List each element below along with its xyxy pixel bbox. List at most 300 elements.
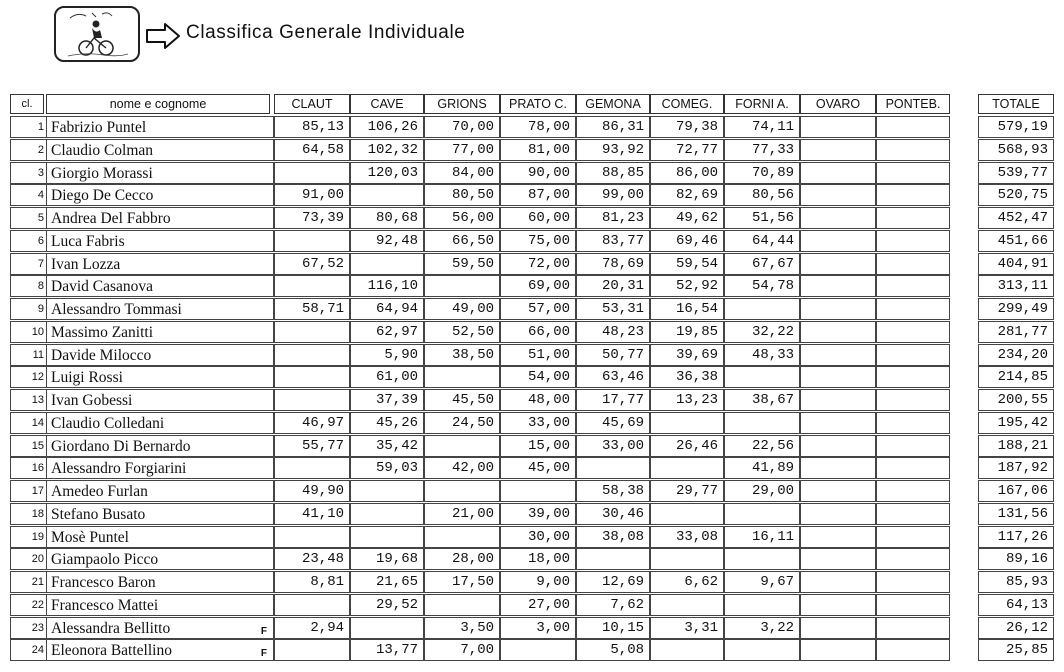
cell-ovaro — [800, 389, 876, 411]
cell-comeg: 72,77 — [650, 139, 724, 161]
cell-ovaro — [800, 321, 876, 343]
cell-claut: 64,58 — [274, 139, 350, 161]
cell-gemona: 93,92 — [576, 139, 650, 161]
table-row — [0, 617, 1064, 639]
athlete-name: Amedeo Furlan — [51, 483, 148, 500]
cell-forni: 70,89 — [724, 162, 800, 184]
cell-grions: 80,50 — [424, 184, 500, 206]
cell-cave: 19,68 — [350, 548, 424, 570]
column-header-pos: cl. — [10, 94, 44, 114]
cell-claut — [274, 366, 350, 388]
athlete-name: Mosè Puntel — [51, 528, 129, 546]
cell-comeg: 82,69 — [650, 184, 724, 206]
table-row — [0, 594, 1064, 616]
cell-ovaro — [800, 617, 876, 639]
cell-gemona: 7,62 — [576, 594, 650, 616]
cell-pos: 5 — [10, 207, 46, 229]
cell-claut — [274, 594, 350, 616]
cell-forni: 80,56 — [724, 184, 800, 206]
cell-ponteb — [876, 116, 950, 138]
table-row — [0, 116, 1064, 138]
athlete-name: Claudio Colman — [51, 141, 154, 159]
cell-comeg: 36,38 — [650, 366, 724, 388]
cell-ponteb — [876, 594, 950, 616]
column-header-gemona: GEMONA — [576, 94, 650, 114]
cell-ovaro — [800, 298, 876, 320]
cell-cave: 102,32 — [350, 139, 424, 161]
cell-ovaro — [800, 435, 876, 457]
athlete-name: Luigi Rossi — [51, 369, 123, 387]
table-row — [0, 253, 1064, 275]
cell-claut — [274, 230, 350, 252]
cell-prato: 30,00 — [500, 526, 576, 548]
cell-comeg: 16,54 — [650, 298, 724, 320]
cell-comeg: 13,23 — [650, 389, 724, 411]
athlete-name: Andrea Del Fabbro — [51, 210, 171, 227]
cell-ponteb — [876, 503, 950, 525]
cell-prato: 54,00 — [500, 366, 576, 388]
cell-pos: 16 — [10, 457, 46, 479]
cell-ovaro — [800, 548, 876, 570]
cell-prato: 33,00 — [500, 412, 576, 434]
cell-ponteb — [876, 184, 950, 206]
cell-forni: 38,67 — [724, 389, 800, 411]
cell-totale: 452,47 — [978, 207, 1054, 229]
cell-grions: 77,00 — [424, 139, 500, 161]
cell-grions: 70,00 — [424, 116, 500, 138]
cell-cave: 59,03 — [350, 457, 424, 479]
athlete-name: Alessandra Bellitto — [51, 619, 171, 637]
cell-ovaro — [800, 594, 876, 616]
table-row — [0, 162, 1064, 184]
cell-gemona: 99,00 — [576, 184, 650, 206]
cell-pos: 2 — [10, 139, 46, 161]
cell-forni — [724, 639, 800, 661]
table-row — [0, 275, 1064, 297]
cell-grions: 17,50 — [424, 571, 500, 593]
cell-grions: 7,00 — [424, 639, 500, 661]
cell-cave — [350, 503, 424, 525]
cell-cave: 35,42 — [350, 435, 424, 457]
cell-pos: 11 — [10, 344, 46, 366]
cell-pos: 8 — [10, 275, 46, 297]
cell-claut: 85,13 — [274, 116, 350, 138]
cell-pos: 13 — [10, 389, 46, 411]
cell-prato: 72,00 — [500, 253, 576, 275]
athlete-name: David Casanova — [51, 278, 154, 296]
cell-name — [46, 594, 274, 616]
cell-claut — [274, 639, 350, 661]
cell-ponteb — [876, 435, 950, 457]
column-header-totale: TOTALE — [978, 94, 1054, 114]
cell-grions — [424, 366, 500, 388]
cell-ponteb — [876, 571, 950, 593]
cell-gemona: 88,85 — [576, 162, 650, 184]
cell-totale: 188,21 — [978, 435, 1054, 457]
cell-forni: 51,56 — [724, 207, 800, 229]
cell-prato: 69,00 — [500, 275, 576, 297]
cell-forni: 77,33 — [724, 139, 800, 161]
cell-ponteb — [876, 366, 950, 388]
cell-ponteb — [876, 298, 950, 320]
cell-totale: 131,56 — [978, 503, 1054, 525]
cell-grions: 28,00 — [424, 548, 500, 570]
table-row — [0, 230, 1064, 252]
cell-cave — [350, 184, 424, 206]
cell-comeg: 3,31 — [650, 617, 724, 639]
cell-ovaro — [800, 344, 876, 366]
cell-totale: 568,93 — [978, 139, 1054, 161]
cell-ovaro — [800, 457, 876, 479]
cell-ponteb — [876, 344, 950, 366]
cell-comeg: 29,77 — [650, 480, 724, 502]
table-row — [0, 526, 1064, 548]
cell-grions — [424, 480, 500, 502]
cell-totale: 520,75 — [978, 184, 1054, 206]
cell-pos: 9 — [10, 298, 46, 320]
cell-ovaro — [800, 230, 876, 252]
table-row — [0, 344, 1064, 366]
table-row — [0, 321, 1064, 343]
cell-totale: 281,77 — [978, 321, 1054, 343]
athlete-name: Eleonora Battellino — [51, 642, 172, 660]
cell-comeg: 79,38 — [650, 116, 724, 138]
cell-name — [46, 253, 274, 275]
table-row — [0, 207, 1064, 229]
cell-ovaro — [800, 139, 876, 161]
cell-ovaro — [800, 480, 876, 502]
cell-gemona: 33,00 — [576, 435, 650, 457]
table-row — [0, 571, 1064, 593]
column-header-ovaro: OVARO — [800, 94, 876, 114]
cell-gemona: 20,31 — [576, 275, 650, 297]
table-row — [0, 184, 1064, 206]
cell-comeg: 49,62 — [650, 207, 724, 229]
cell-comeg — [650, 594, 724, 616]
table-row — [0, 435, 1064, 457]
cell-prato: 9,00 — [500, 571, 576, 593]
athlete-name: Ivan Lozza — [51, 255, 121, 273]
cell-name — [46, 321, 274, 343]
table-row — [0, 366, 1064, 388]
cell-ovaro — [800, 366, 876, 388]
cell-name — [46, 548, 274, 570]
cell-gemona — [576, 457, 650, 479]
cell-ovaro — [800, 412, 876, 434]
athlete-name: Luca Fabris — [51, 232, 125, 250]
cell-claut: 23,48 — [274, 548, 350, 570]
table-row — [0, 298, 1064, 320]
cell-claut — [274, 457, 350, 479]
cell-forni: 3,22 — [724, 617, 800, 639]
cell-ponteb — [876, 207, 950, 229]
cell-forni — [724, 503, 800, 525]
cell-ponteb — [876, 230, 950, 252]
cell-pos: 17 — [10, 480, 46, 502]
cell-cave: 64,94 — [350, 298, 424, 320]
cell-comeg: 26,46 — [650, 435, 724, 457]
table-row — [0, 503, 1064, 525]
column-header-grions: GRIONS — [424, 94, 500, 114]
cell-cave — [350, 526, 424, 548]
cell-ponteb — [876, 389, 950, 411]
cell-ponteb — [876, 548, 950, 570]
cell-name — [46, 503, 274, 525]
cell-prato: 78,00 — [500, 116, 576, 138]
cell-comeg: 52,92 — [650, 275, 724, 297]
cell-cave: 45,26 — [350, 412, 424, 434]
cell-cave — [350, 253, 424, 275]
cell-prato: 87,00 — [500, 184, 576, 206]
cell-name — [46, 389, 274, 411]
cell-forni: 32,22 — [724, 321, 800, 343]
cell-grions: 45,50 — [424, 389, 500, 411]
cell-name — [46, 139, 274, 161]
cell-prato: 81,00 — [500, 139, 576, 161]
cell-forni: 29,00 — [724, 480, 800, 502]
cell-prato: 18,00 — [500, 548, 576, 570]
cell-totale: 200,55 — [978, 389, 1054, 411]
arrow-right-icon — [145, 22, 181, 50]
cell-grions: 66,50 — [424, 230, 500, 252]
cell-claut: 55,77 — [274, 435, 350, 457]
cell-cave — [350, 617, 424, 639]
athlete-name: Francesco Baron — [51, 574, 156, 591]
table-row — [0, 639, 1064, 661]
cell-gemona: 83,77 — [576, 230, 650, 252]
cell-forni: 67,67 — [724, 253, 800, 275]
cell-claut: 73,39 — [274, 207, 350, 229]
cell-cave: 5,90 — [350, 344, 424, 366]
cell-claut — [274, 389, 350, 411]
cell-name — [46, 344, 274, 366]
cell-claut: 46,97 — [274, 412, 350, 434]
cell-prato: 15,00 — [500, 435, 576, 457]
cell-grions: 42,00 — [424, 457, 500, 479]
cell-prato: 48,00 — [500, 389, 576, 411]
cell-prato: 57,00 — [500, 298, 576, 320]
female-flag: F — [260, 648, 267, 660]
cell-forni: 74,11 — [724, 116, 800, 138]
cell-comeg: 59,54 — [650, 253, 724, 275]
table-row — [0, 389, 1064, 411]
cell-claut: 91,00 — [274, 184, 350, 206]
cell-grions: 21,00 — [424, 503, 500, 525]
cell-forni: 16,11 — [724, 526, 800, 548]
cell-name — [46, 639, 274, 661]
cell-forni — [724, 548, 800, 570]
cell-name — [46, 275, 274, 297]
cell-totale: 89,16 — [978, 548, 1054, 570]
table-row — [0, 480, 1064, 502]
cell-cave: 62,97 — [350, 321, 424, 343]
cell-ovaro — [800, 253, 876, 275]
column-header-comeg: COMEG. — [650, 94, 724, 114]
table-row — [0, 139, 1064, 161]
cell-cave: 61,00 — [350, 366, 424, 388]
cell-cave: 29,52 — [350, 594, 424, 616]
column-header-ponteb: PONTEB. — [876, 94, 950, 114]
cell-totale: 539,77 — [978, 162, 1054, 184]
cell-comeg: 19,85 — [650, 321, 724, 343]
cell-name — [46, 366, 274, 388]
cell-totale: 167,06 — [978, 480, 1054, 502]
cell-prato: 3,00 — [500, 617, 576, 639]
cell-totale: 85,93 — [978, 571, 1054, 593]
cell-claut — [274, 275, 350, 297]
cell-ponteb — [876, 162, 950, 184]
cell-forni — [724, 298, 800, 320]
cell-pos: 10 — [10, 321, 46, 343]
cell-gemona: 50,77 — [576, 344, 650, 366]
cell-name — [46, 617, 274, 639]
cell-comeg: 39,69 — [650, 344, 724, 366]
cell-gemona — [576, 548, 650, 570]
cell-cave: 13,77 — [350, 639, 424, 661]
column-header-cave: CAVE — [350, 94, 424, 114]
cell-gemona: 53,31 — [576, 298, 650, 320]
cell-ponteb — [876, 480, 950, 502]
cell-ponteb — [876, 321, 950, 343]
cell-name — [46, 162, 274, 184]
cell-gemona: 5,08 — [576, 639, 650, 661]
cell-totale: 579,19 — [978, 116, 1054, 138]
athlete-name: Alessandro Tommasi — [51, 301, 182, 318]
cell-gemona: 63,46 — [576, 366, 650, 388]
cyclist-logo — [54, 6, 140, 62]
cell-gemona: 12,69 — [576, 571, 650, 593]
cell-pos: 14 — [10, 412, 46, 434]
athlete-name: Diego De Cecco — [51, 187, 154, 205]
cell-claut: 41,10 — [274, 503, 350, 525]
cell-cave: 120,03 — [350, 162, 424, 184]
cell-gemona: 48,23 — [576, 321, 650, 343]
cell-pos: 12 — [10, 366, 46, 388]
cell-pos: 1 — [10, 116, 46, 138]
cell-comeg: 69,46 — [650, 230, 724, 252]
cell-name — [46, 298, 274, 320]
cell-totale: 214,85 — [978, 366, 1054, 388]
cell-comeg: 33,08 — [650, 526, 724, 548]
cell-prato: 75,00 — [500, 230, 576, 252]
cell-claut — [274, 321, 350, 343]
column-header-forni: FORNI A. — [724, 94, 800, 114]
cell-ovaro — [800, 116, 876, 138]
column-header-prato: PRATO C. — [500, 94, 576, 114]
cell-prato: 45,00 — [500, 457, 576, 479]
cell-grions — [424, 275, 500, 297]
cell-gemona: 81,23 — [576, 207, 650, 229]
cell-gemona: 58,38 — [576, 480, 650, 502]
athlete-name: Alessandro Forgiarini — [51, 460, 187, 478]
cell-forni: 48,33 — [724, 344, 800, 366]
cell-cave: 21,65 — [350, 571, 424, 593]
cell-cave: 106,26 — [350, 116, 424, 138]
cell-ponteb — [876, 412, 950, 434]
cell-grions: 3,50 — [424, 617, 500, 639]
cell-gemona: 86,31 — [576, 116, 650, 138]
cell-prato: 27,00 — [500, 594, 576, 616]
athlete-name: Giordano Di Bernardo — [51, 437, 191, 455]
cell-forni: 64,44 — [724, 230, 800, 252]
athlete-name: Francesco Mattei — [51, 596, 159, 614]
athlete-name: Massimo Zanitti — [51, 323, 154, 341]
cell-grions: 49,00 — [424, 298, 500, 320]
cell-pos: 6 — [10, 230, 46, 252]
cell-cave: 92,48 — [350, 230, 424, 252]
cell-pos: 18 — [10, 503, 46, 525]
cell-ponteb — [876, 275, 950, 297]
cell-ovaro — [800, 184, 876, 206]
cell-gemona: 17,77 — [576, 389, 650, 411]
cell-pos: 3 — [10, 162, 46, 184]
cell-grions: 52,50 — [424, 321, 500, 343]
cell-comeg: 86,00 — [650, 162, 724, 184]
cell-name — [46, 207, 274, 229]
cell-pos: 19 — [10, 526, 46, 548]
cell-ponteb — [876, 617, 950, 639]
cell-forni: 41,89 — [724, 457, 800, 479]
cell-name — [46, 230, 274, 252]
cell-totale: 187,92 — [978, 457, 1054, 479]
cell-name — [46, 571, 274, 593]
athlete-name: Giorgio Morassi — [51, 164, 153, 182]
cell-name — [46, 457, 274, 479]
cell-grions — [424, 594, 500, 616]
cell-claut: 2,94 — [274, 617, 350, 639]
cell-name — [46, 116, 274, 138]
cell-prato — [500, 639, 576, 661]
cell-ovaro — [800, 571, 876, 593]
cell-pos: 24 — [10, 639, 46, 661]
cell-prato: 66,00 — [500, 321, 576, 343]
cell-ponteb — [876, 139, 950, 161]
cell-ovaro — [800, 503, 876, 525]
cell-ponteb — [876, 457, 950, 479]
cell-ovaro — [800, 162, 876, 184]
athlete-name: Davide Milocco — [51, 346, 152, 364]
cell-pos: 23 — [10, 617, 46, 639]
cell-grions: 24,50 — [424, 412, 500, 434]
cell-totale: 117,26 — [978, 526, 1054, 548]
cell-cave: 80,68 — [350, 207, 424, 229]
athlete-name: Claudio Colledani — [51, 414, 165, 432]
cell-pos: 20 — [10, 548, 46, 570]
athlete-name: Ivan Gobessi — [51, 392, 133, 409]
cell-ovaro — [800, 639, 876, 661]
table-row — [0, 457, 1064, 479]
athlete-name: Stefano Busato — [51, 505, 146, 523]
cell-gemona: 38,08 — [576, 526, 650, 548]
cell-totale: 313,11 — [978, 275, 1054, 297]
cell-comeg — [650, 639, 724, 661]
cell-forni — [724, 594, 800, 616]
cell-forni: 9,67 — [724, 571, 800, 593]
cell-ovaro — [800, 207, 876, 229]
cell-gemona: 10,15 — [576, 617, 650, 639]
cell-forni — [724, 366, 800, 388]
cell-name — [46, 435, 274, 457]
cell-totale: 64,13 — [978, 594, 1054, 616]
cyclist-logo-icon — [56, 8, 138, 60]
cell-grions — [424, 526, 500, 548]
cell-claut: 49,90 — [274, 480, 350, 502]
cell-forni: 54,78 — [724, 275, 800, 297]
cell-grions — [424, 435, 500, 457]
cell-comeg — [650, 503, 724, 525]
cell-grions: 84,00 — [424, 162, 500, 184]
cell-totale: 234,20 — [978, 344, 1054, 366]
